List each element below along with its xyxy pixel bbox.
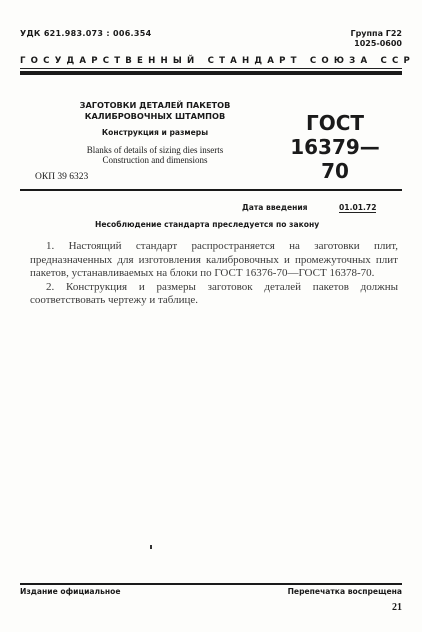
- header-rule-thin: [20, 68, 402, 69]
- footer-rule: [20, 583, 402, 585]
- classifier-code: 1025-0600: [354, 39, 402, 48]
- title-line-2: КАЛИБРОВОЧНЫХ ШТАМПОВ: [84, 111, 226, 121]
- body-text: [30, 240, 398, 308]
- intro-date-value: 01.01.72: [339, 203, 377, 212]
- udk-code: УДК 621.983.073 : 006.354: [20, 29, 152, 38]
- group-code: [350, 29, 402, 49]
- document-subtitle: Конструкция и размеры: [101, 128, 209, 137]
- violation-notice: Несоблюдение стандарта преследуется по закону: [95, 220, 320, 229]
- title-rule: [20, 189, 402, 191]
- document-title: [62, 100, 248, 122]
- group-label: Группа Г22: [350, 29, 402, 38]
- okp-code: ОКП 39 6323: [35, 172, 89, 182]
- title-line-1: ЗАГОТОВКИ ДЕТАЛЕЙ ПАКЕТОВ: [79, 100, 231, 110]
- stray-mark: [150, 545, 152, 549]
- header-rule-thick: [20, 71, 402, 75]
- english-title-line-1: Blanks of details of sizing dies inserts: [86, 145, 224, 155]
- paragraph-1: 1. Настоящий стандарт распространяется на заготовки плит, предназначенных для изготовления калибровочных и промежуточных плит пакетов, устанавливаемых на блоки по ГОСТ 16376-70—ГОСТ 16378-70.: [30, 240, 398, 279]
- gost-label: ГОСТ: [305, 111, 365, 135]
- intro-date-label: Дата введения: [242, 203, 308, 212]
- gost-number: 16379—70: [290, 135, 380, 183]
- english-title-line-2: Construction and dimensions: [102, 155, 208, 165]
- english-title: [62, 145, 248, 165]
- reprint-prohibited-label: Перепечатка воспрещена: [287, 587, 402, 596]
- state-standard-banner: ГОСУДАРСТВЕННЫЙ СТАНДАРТ СОЮЗА ССР: [20, 56, 416, 66]
- official-edition-label: Издание официальное: [20, 587, 121, 596]
- gost-designation: [285, 111, 385, 183]
- page-number: 21: [392, 602, 402, 613]
- paragraph-2: 2. Конструкция и размеры заготовок деталей пакетов должны соответствовать чертежу и таблице.: [30, 280, 398, 306]
